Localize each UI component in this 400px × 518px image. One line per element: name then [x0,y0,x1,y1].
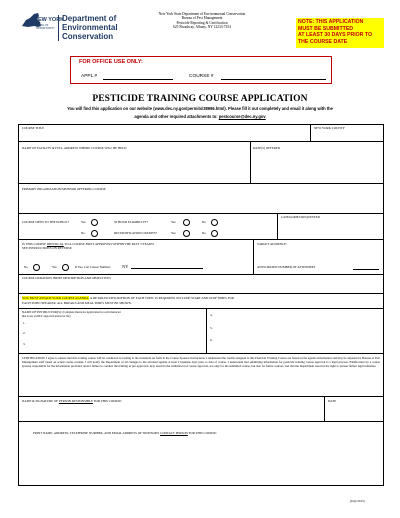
dec-logo [20,12,128,46]
dates-offered-field[interactable] [252,152,382,181]
contact-label [33,432,217,436]
logo-new-york: NEW YORK [34,17,65,23]
agency-line4: 625 Broadway, Albany, NY 12233-7254 [173,24,231,29]
contact-suffix: FOR THIS COURSE: [188,431,217,435]
application-form [18,124,384,486]
divider [19,421,383,422]
divider [206,308,207,353]
recert-yes-label: Yes [171,231,176,235]
divider [19,274,383,275]
recert-no-label: No [202,231,206,235]
anticipated-attendees-label: ANTICIPATED NUMBER OF ATTENDEES [257,265,316,269]
signature-field[interactable] [21,405,321,419]
instructor-num-3: 3. [23,342,26,346]
course-label: COURSE # [189,74,214,79]
divider [19,353,383,354]
divider [253,239,254,274]
hour-eligibility-no-radio[interactable] [211,219,218,226]
divider [19,308,383,309]
agency-line2: Bureau of Pest Management [181,16,223,21]
identical-yes-label: Yes [52,265,57,269]
categories-field[interactable] [279,221,382,238]
signature-prefix: NAME & SIGNATURE OF [22,399,59,403]
instructor-field-1[interactable] [29,320,204,328]
hour-eligibility-yes-label: Yes [171,220,176,224]
contact-prefix: PRINT NAME, ADDRESS, TELEPHONE NUMBER, AND EMAIL ADDRESS OF SPONSOR'S [33,431,160,435]
new-york-county-label: NEW YORK COUNTY [314,126,345,130]
instructor-field-5[interactable] [216,325,381,333]
open-public-yes-label: Yes [81,220,86,224]
target-audience-field[interactable] [255,248,382,260]
identical-prefix: IS THIS COURSE [22,242,47,246]
duration-field[interactable] [21,282,381,293]
open-public-no-radio[interactable] [91,230,98,237]
instructor-num-5: 5. [210,326,213,330]
ny-prefix: NY [122,264,129,269]
instructors-title: NAME OF INSTRUCTOR(S): [22,310,62,314]
note-line4: THE COURSE DATE [298,38,348,45]
signature-suffix: FOR THIS COURSE: [93,399,123,403]
office-use-title: FOR OFFICE USE ONLY: [79,59,143,65]
agency-line3: Pesticide Reporting & Certification [176,20,228,25]
facility-label: NAME OF FACILITY & FULL ADDRESS WHERE COURSE WILL BE HELD [22,146,127,150]
facility-field[interactable] [21,152,248,181]
agenda-description: A DETAILED DESCRIPTION OF EACH TOPIC IS REQUIRED. INCLUDE START AND STOP TIMES FOR [90,296,234,300]
divider [19,213,383,214]
logo-divider [58,15,59,41]
note-line1: NOTE: THIS APPLICATION [298,19,364,25]
appl-label: APPL # [81,74,98,79]
appl-number-field[interactable] [103,76,173,80]
course-title-field[interactable] [21,132,308,140]
agency-address [138,12,266,29]
logo-dept-line3: Conservation [62,32,114,41]
note-line2: MUST BE SUBMITTED [298,25,354,32]
instructor-num-2: 2. [23,331,26,335]
instructors-note2: that is not on DEC approved instructor list) [22,315,71,318]
logo-state-tagline: STATE OF OPPORTUNITY [36,24,55,30]
logo-dept-line1: Department of [62,14,117,23]
sponsor-label: PRIMARY ORGANIZATION/SPONSOR OFFERING COURSE [22,187,106,191]
instructor-num-6: 6. [210,338,213,342]
open-public-label: COURSE OPEN TO THE PUBLIC? [22,220,70,224]
divider [19,183,383,184]
divider [277,213,278,239]
note-line3: AT LEAST 30 DAYS PRIOR TO [298,32,372,39]
signature-underlined: PERSON RESPONSIBLE [58,399,93,403]
intro-line1: You will find this application on our website (www.dec.ny.gov/permits/38986.html). Please fill it out completely and email it along with the [67,106,333,111]
course-number-input[interactable] [131,265,203,269]
agenda-line2: EACH TOPIC/SPEAKER. ALL BREAKS AND MEAL TIMES MUST BE SHOWN. [22,301,132,305]
hour-eligibility-label: 50 HOUR ELIGIBILITY? [114,220,148,224]
contact-field[interactable] [21,438,381,484]
divider [19,293,383,294]
identical-word: IDENTICAL [46,242,64,246]
agenda-highlight: YOU MUST ATTACH YOUR COURSE AGENDA. [22,296,90,300]
divider [250,141,251,183]
page-title: PESTICIDE TRAINING COURSE APPLICATION [92,94,308,104]
divider [19,239,383,240]
instructor-field-4[interactable] [216,312,381,320]
identical-instructions: SEE INSTRUCTIONS ON REVERSE [22,246,72,250]
county-field[interactable] [312,132,382,140]
revision-date: (July/2015) [350,499,365,503]
duration-label: COURSE DURATION, BRIEF DESCRIPTION AND OBJECTIVES [22,276,111,280]
intro-line2-text: agenda and other required attachments to: [134,114,218,119]
dates-offered-label: DATE(S) OFFERED [253,146,281,150]
recert-no-radio[interactable] [211,230,218,237]
hour-eligibility-no-label: No [202,220,206,224]
intro-line2 [18,114,382,119]
instructors-note: (Complete Instructor Application for each instructor [62,311,121,314]
office-use-box [70,56,332,84]
agency-line1: New York State Department of Environmental Conservation [158,12,246,16]
deadline-note [296,18,384,48]
identical-yes-radio[interactable] [62,264,69,271]
identical-rest: TO A COURSE FIRST APPROVED WITHIN THE PAST 3 YEARS? [64,242,155,246]
intro-email-link[interactable]: pestcourse@dec.ny.gov [218,114,266,119]
logo-dept-line2: Environmental [62,23,118,32]
categories-requested-label: CATEGORIES REQUESTED [281,215,320,219]
contact-underlined: CONTACT PERSON [160,431,188,435]
recert-yes-radio[interactable] [183,230,190,237]
if-yes-label: If Yes, List Course Number: [75,265,111,269]
instructor-field-2[interactable] [29,330,204,338]
attendees-field[interactable] [353,266,379,270]
divider [19,396,383,397]
divider [324,396,325,421]
course-number-field[interactable] [221,76,326,80]
date-label: DATE [328,399,337,403]
identical-no-radio[interactable] [33,264,40,271]
date-field[interactable] [326,405,382,419]
instructor-field-3[interactable] [29,341,204,349]
course-title-label: COURSE TITLE [22,126,45,130]
divider [310,125,311,141]
certification-text: CERTIFICATION: I agree to ensure that this training course will be conducted according to the standards set forth in the Course Sponsor Instructions. I understand the credits assigned to this Pesticide Training Course are based on the agenda information and may be adjusted by Bureau of Pest Management staff based on actual course content. I will notify the Department of all changes to the attached agenda at least 2 business days prior to date of course. I understand that submitting information for pesticide training course approval is a legal process. Falsification by a course sponsor responsible for the information provided, and/or failure to conduct the training as pre-approved, may result in the withdrawal of course approval, not only for the submitted course, but also for future courses, and that the Department reserves the right to pursue further legal remedies. [22,356,380,369]
signature-label [22,400,122,404]
divider [19,141,383,142]
open-public-yes-radio[interactable] [91,219,98,226]
target-audience-label: TARGET AUDIENCE: [257,242,288,246]
recert-credits-label: RECERTIFICATION CREDITS? [114,231,158,235]
hour-eligibility-yes-radio[interactable] [183,219,190,226]
identical-no-label: No [24,265,28,269]
sponsor-field[interactable] [21,193,381,211]
open-public-no-label: No [81,231,85,235]
instructor-num-4: 4. [210,313,213,317]
instructor-num-1: 1. [23,321,26,325]
instructor-field-6[interactable] [216,337,381,345]
